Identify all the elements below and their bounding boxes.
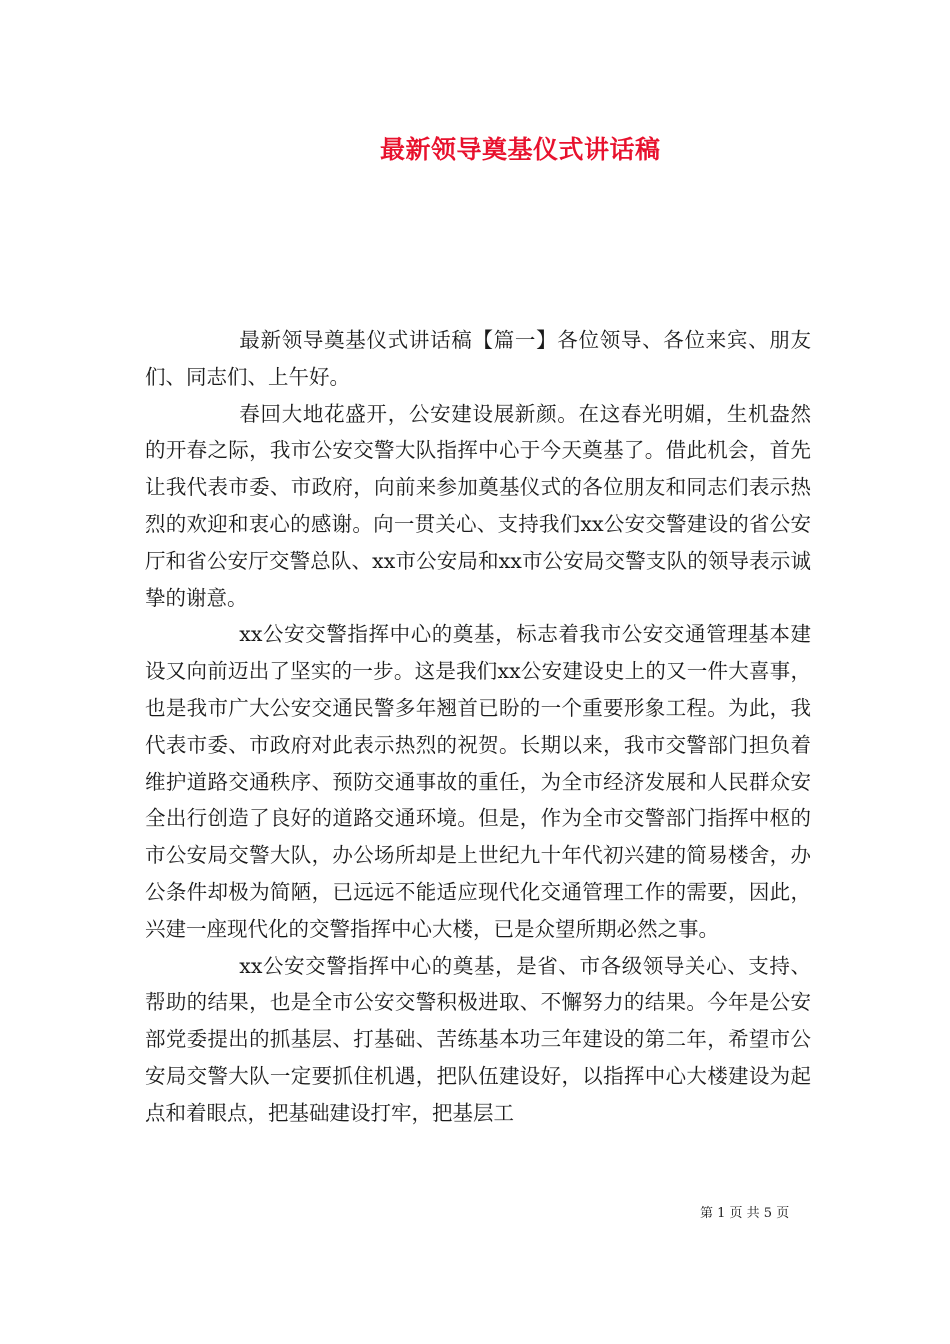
page-number-footer: 第 1 页 共 5 页 — [700, 1206, 790, 1221]
paragraph-4: xx公安交警指挥中心的奠基，是省、市各级领导关心、支持、帮助的结果，也是全市公安交警积极进取、不懈努力的结果。今年是公安部党委提出的抓基层、打基础、苦练基本功三年建设的第二年，希望市公安局交警大队一定要抓住机遇，把队伍建设好，以指挥中心大楼建设为起点和着眼点，把基础建设打牢，把基层工 — [145, 953, 811, 1125]
document-title: 最新领导奠基仪式讲话稿 — [380, 135, 661, 164]
paragraph-3: xx公安交警指挥中心的奠基，标志着我市公安交通管理基本建设又向前迈出了坚实的一步。这是我们xx公安建设史上的又一件大喜事，也是我市广大公安交通民警多年翘首已盼的一个重要形象工程。为此，我代表市委、市政府对此表示热烈的祝贺。长期以来，我市交警部门担负着维护道路交通秩序、预防交通事故的重任，为全市经济发展和人民群众安全出行创造了良好的道路交通环境。但是，作为全市交警部门指挥中枢的市公安局交警大队，办公场所却是上世纪九十年代初兴建的简易楼舍，办公条件却极为简陋，已远远不能适应现代化交通管理工作的需要，因此，兴建一座现代化的交警指挥中心大楼，已是众望所期必然之事。 — [145, 622, 811, 941]
document-body — [145, 322, 811, 1132]
paragraph-1: 最新领导奠基仪式讲话稿【篇一】各位领导、各位来宾、朋友们、同志们、上午好。 — [145, 328, 811, 389]
paragraph-2: 春回大地花盛开，公安建设展新颜。在这春光明媚，生机盎然的开春之际，我市公安交警大队指挥中心于今天奠基了。借此机会，首先让我代表市委、市政府，向前来参加奠基仪式的各位朋友和同志们表示热烈的欢迎和衷心的感谢。向一贯关心、支持我们xx公安交警建设的省公安厅和省公安厅交警总队、xx市公安局和xx市公安局交警支队的领导表示诚挚的谢意。 — [145, 401, 811, 610]
